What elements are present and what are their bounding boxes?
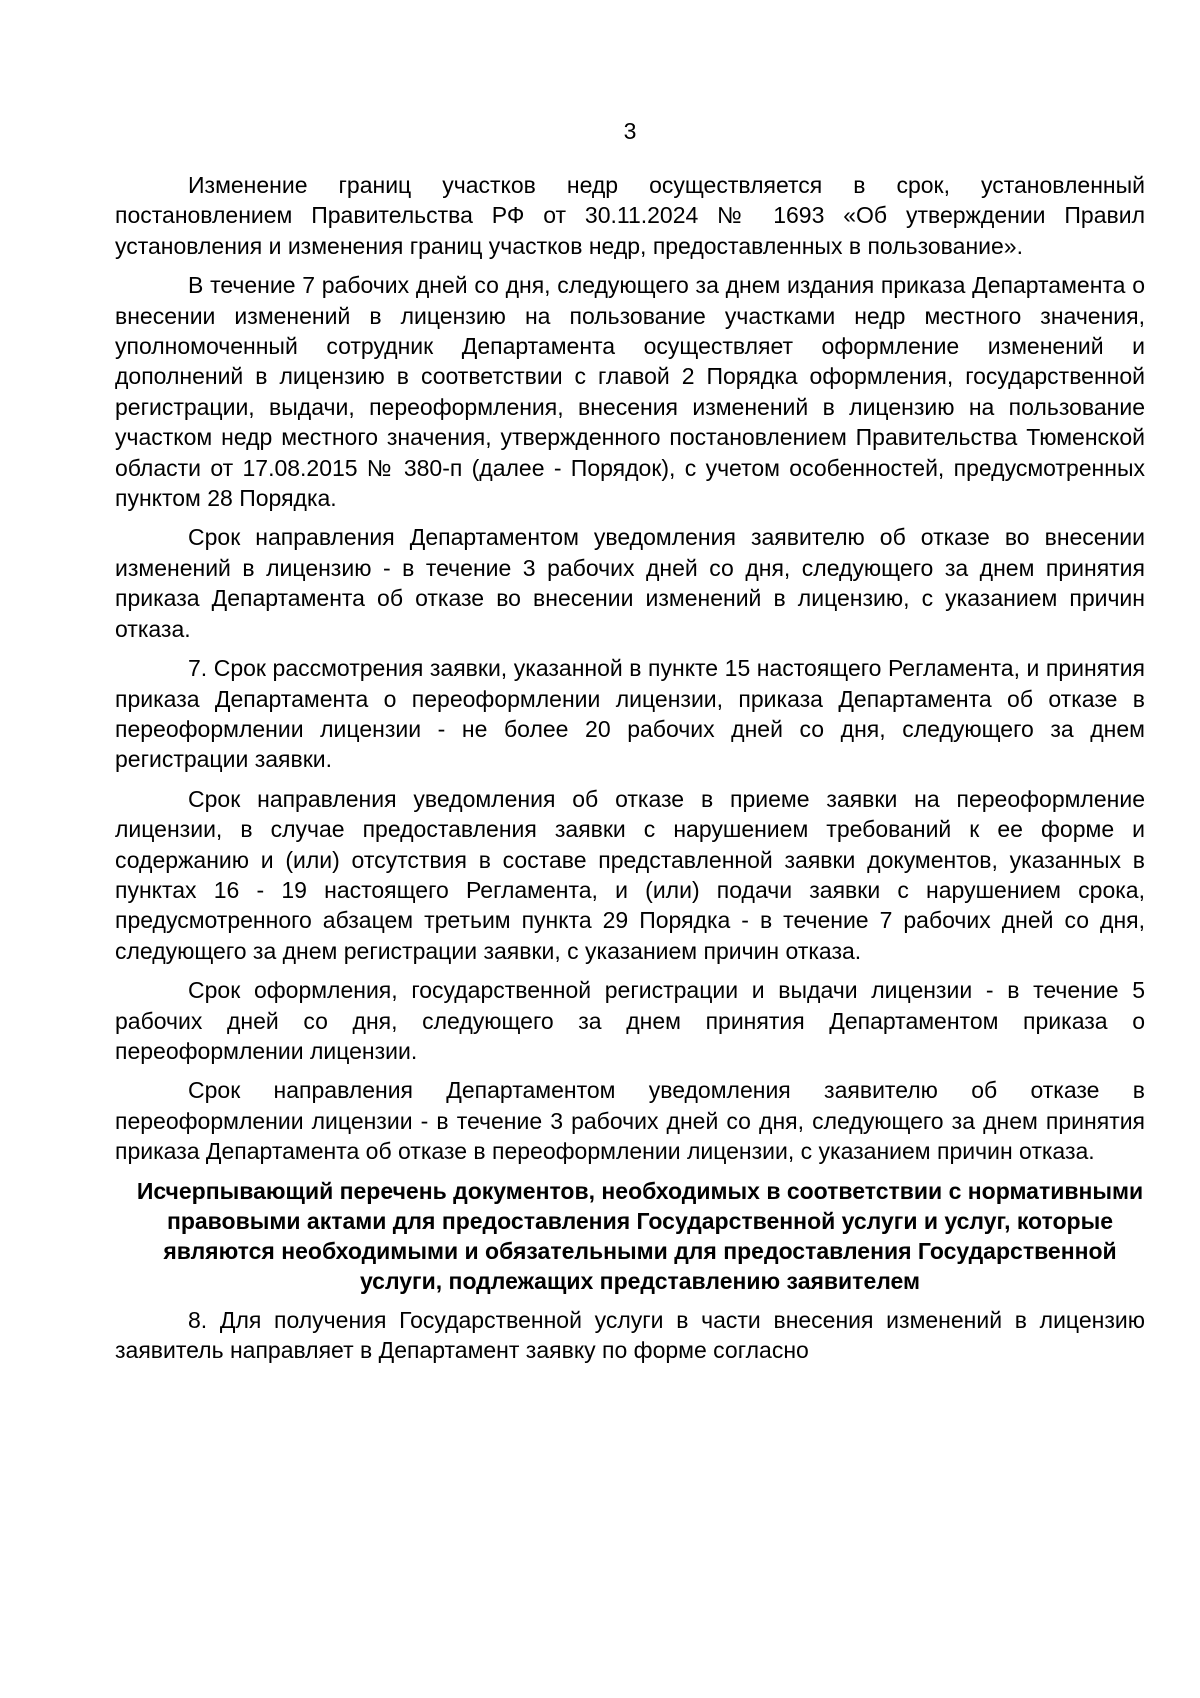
paragraph-amendment-refusal-notice: Срок направления Департаментом уведомления заявителю об отказе во внесении изменений в лицензию - в течение 3 рабочих дней со дня, следующего за днем принятия приказа Департамента об отказе во внесении изменений в лицензию, с указанием причин отказа. [115, 524, 1145, 642]
paragraph-item-7-reissue-review: 7. Срок рассмотрения заявки, указанной в пункте 15 настоящего Регламента, и принятия приказа Департамента о переоформлении лицензии, приказа Департамента об отказе в переоформлении лицензии - не более 20 рабочих дней со дня, следующего за днем регистрации заявки. [115, 655, 1145, 773]
paragraph-subsoil-boundaries: Изменение границ участков недр осуществляется в срок, установленный постановлением Правительства РФ от 30.11.2024 № 1693 «Об утверждении Правил установления и изменения границ участков недр, предоставленных в пользование». [115, 172, 1145, 259]
paragraph-application-refusal-notice: Срок направления уведомления об отказе в приеме заявки на переоформление лицензии, в случае предоставления заявки с нарушением требований к ее форме и содержанию и (или) отсутствия в составе представленной заявки документов, указанных в пунктах 16 - 19 настоящего Регламента, и (или) подачи заявки с нарушением срока, предусмотренного абзацем третьим пункта 29 Порядка - в течение 7 рабочих дней со дня, следующего за днем регистрации заявки, с указанием причин отказа. [115, 785, 1145, 964]
section-heading-documents-list: Исчерпывающий перечень документов, необходимых в соответствии с нормативными правовыми актами для предоставления Государственной услуги и услуг, которые являются необходимыми и обязательными для предоставления Государственной услуги, подлежащих представлению заявителем [136, 1177, 1144, 1294]
page-number: 3 [623, 118, 637, 144]
paragraph-license-amendment-term: В течение 7 рабочих дней со дня, следующего за днем издания приказа Департамента о внесении изменений в лицензию на пользование участками недр местного значения, уполномоченный сотрудник Департамента осуществляет оформление изменений и дополнений в лицензию в соответствии с главой 2 Порядка оформления, государственной регистрации, выдачи, переоформления, внесения изменений в лицензию на пользование участком недр местного значения, утвержденного постановлением Правительства Тюменской области от 17.08.2015 № 380-п (далее - Порядок), с учетом особенностей, предусмотренных пунктом 28 Порядка. [115, 272, 1145, 512]
paragraph-reissue-refusal-notice: Срок направления Департаментом уведомления заявителю об отказе в переоформлении лицензии - в течение 3 рабочих дней со дня, следующего за днем принятия приказа Департамента об отказе в переоформлении лицензии, с указанием причин отказа. [115, 1077, 1145, 1165]
document-body [115, 170, 1145, 1374]
paragraph-item-8-application: 8. Для получения Государственной услуги в части внесения изменений в лицензию заявитель направляет в Департамент заявку по форме согласно [115, 1306, 1145, 1363]
paragraph-license-issue-term: Срок оформления, государственной регистрации и выдачи лицензии - в течение 5 рабочих дней со дня, следующего за днем принятия Департаментом приказа о переоформлении лицензии. [115, 977, 1145, 1064]
